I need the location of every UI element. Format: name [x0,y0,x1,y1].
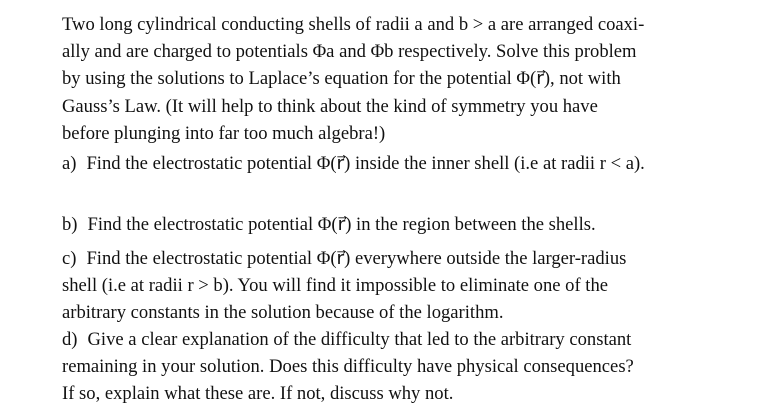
part-c-text: arbitrary constants in the solution because of the logarithm. [62,302,504,324]
part-c-label: c) [62,248,77,269]
intro-line: by using the solutions to Laplace’s equation for the potential Φ(r⃗), not with [62,68,621,90]
part-a-text: Find the electrostatic potential Φ(r⃗) inside the inner shell (i.e at radii r < a). [86,153,645,174]
part-d [62,326,762,408]
part-d-text: Give a clear explanation of the difficulty that led to the arbitrary constant [87,329,632,350]
part-a-label: a) [62,153,77,174]
part-b [62,211,762,238]
intro-line: ally and are charged to potentials Φa and Φb respectively. Solve this problem [62,41,637,63]
part-d-label: d) [62,329,78,350]
part-d-text: If so, explain what these are. If not, discuss why not. [62,383,454,405]
part-c-text: Find the electrostatic potential Φ(r⃗) everywhere outside the larger-radius [86,248,627,269]
part-a [62,150,762,177]
intro-line: Gauss’s Law. (It will help to think about the kind of symmetry you have [62,95,598,117]
problem-intro [62,11,762,147]
part-c-text: shell (i.e at radii r > b). You will find it impossible to eliminate one of the [62,275,609,297]
part-b-label: b) [62,214,78,235]
part-b-text: Find the electrostatic potential Φ(r⃗) in the region between the shells. [87,214,596,235]
intro-line: Two long cylindrical conducting shells of radii a and b > a are arranged coaxi- [62,14,645,35]
part-c [62,245,762,327]
intro-line: before plunging into far too much algebra!) [62,122,386,144]
part-d-text: remaining in your solution. Does this difficulty have physical consequences? [62,356,634,378]
